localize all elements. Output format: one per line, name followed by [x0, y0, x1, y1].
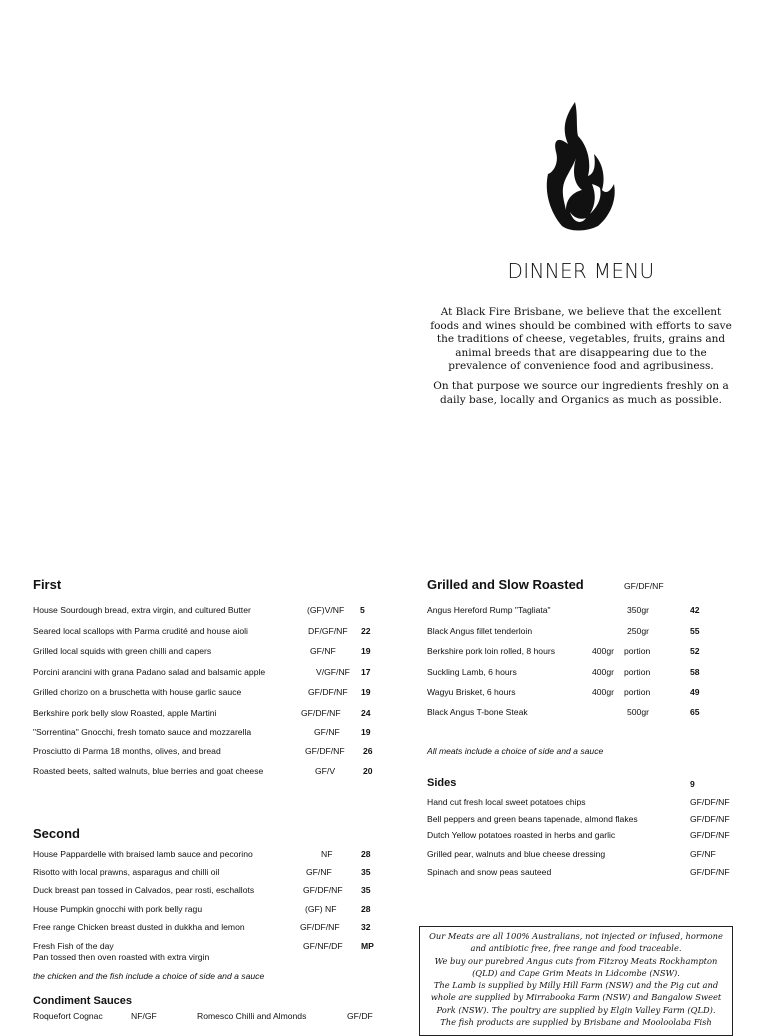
item-weight: 250gr: [627, 626, 649, 636]
item-price: 22: [361, 626, 371, 636]
item-name: Suckling Lamb, 6 hours: [427, 667, 517, 677]
item-name: House Sourdough bread, extra virgin, and cultured Butter: [33, 605, 251, 615]
list-item: [427, 666, 737, 678]
item-price: 19: [361, 646, 371, 656]
item-price: 20: [363, 766, 373, 776]
item-name: Roquefort Cognac: [33, 1011, 103, 1021]
item-price: 5: [360, 605, 365, 615]
item-tags: V/GF/NF: [316, 667, 350, 677]
item-tags: GF/DF/NF: [301, 708, 341, 718]
item-name: Grilled local squids with green chilli and capers: [33, 646, 212, 656]
item-tags: GF/NF: [314, 727, 340, 737]
item-weight: 400gr: [592, 667, 614, 677]
item-tags: GF/DF: [347, 1011, 373, 1021]
item-tags: GF/DF/NF: [690, 830, 730, 840]
item-tags: GF/DF/NF: [308, 687, 348, 697]
item-portion: portion: [624, 667, 651, 677]
item-name: Prosciutto di Parma 18 months, olives, and bread: [33, 746, 221, 756]
list-item: [33, 645, 383, 657]
item-price: 35: [361, 885, 371, 895]
item-weight: 500gr: [627, 707, 649, 717]
item-price: 49: [690, 687, 700, 697]
item-name: Bell peppers and green beans tapenade, almond flakes: [427, 814, 638, 824]
section-heading-sides: Sides: [427, 777, 457, 789]
list-item: [427, 604, 737, 616]
first-list: [33, 604, 383, 784]
item-weight: 400gr: [592, 687, 614, 697]
item-price: MP: [361, 941, 374, 951]
second-note: [33, 970, 383, 982]
note-text: All meats include a choice of side and a sauce: [427, 746, 604, 756]
section-heading-grilled: Grilled and Slow Roasted: [427, 577, 584, 592]
item-name: Berkshire pork belly slow Roasted, apple Martini: [33, 708, 217, 718]
item-name: House Pappardelle with braised lamb sauce and pecorino: [33, 849, 253, 859]
grilled-list: [427, 604, 737, 764]
item-tags: (GF) NF: [305, 904, 337, 914]
item-name: Dutch Yellow potatoes roasted in herbs and garlic: [427, 830, 616, 840]
list-item: [33, 666, 383, 678]
section-heading-condiments: Condiment Sauces: [33, 995, 133, 1007]
item-name: "Sorrentina" Gnocchi, fresh tomato sauce and mozzarella: [33, 727, 252, 737]
item-name: Angus Hereford Rump "Tagliata": [427, 605, 551, 615]
fish-description: [33, 951, 383, 963]
item-price: 28: [361, 904, 371, 914]
sourcing-text: Our Meats are all 100% Australians, not injected or infused, hormone and antibiotic free, free range and food traceable.: [429, 931, 723, 954]
list-item: [33, 866, 383, 878]
condiments-list: [33, 1010, 383, 1022]
item-price: 32: [361, 922, 371, 932]
item-weight: 350gr: [627, 605, 649, 615]
item-price: 28: [361, 849, 371, 859]
item-name: Porcini arancini with grana Padano salad and balsamic apple: [33, 667, 266, 677]
list-item: [33, 707, 383, 719]
item-price: 65: [690, 707, 700, 717]
item-tags: GF/DF/NF: [303, 885, 343, 895]
grilled-heading-tags: GF/DF/NF: [624, 581, 664, 591]
item-tags: GF/NF: [310, 646, 336, 656]
list-item: [33, 604, 383, 616]
item-tags: GF/DF/NF: [690, 814, 730, 824]
item-price: 42: [690, 605, 700, 615]
intro-paragraph-1: At Black Fire Brisbane, we believe that the excellent foods and wines should be combined with efforts to save the traditions of cheese, vegetables, fruits, grains and animal breeds that are disappearing due to the prevalence of convenience food and agribusiness.: [430, 306, 732, 373]
item-name: Berkshire pork loin rolled, 8 hours: [427, 646, 556, 656]
item-tags: GF/NF/DF: [303, 941, 343, 951]
list-item: [427, 686, 737, 698]
list-item: [33, 745, 383, 757]
item-price: 19: [361, 727, 371, 737]
item-weight: 400gr: [592, 646, 614, 656]
item-name: Black Angus fillet tenderloin: [427, 626, 533, 636]
fish-note: Pan tossed then oven roasted with extra virgin: [33, 952, 210, 962]
item-name: Wagyu Brisket, 6 hours: [427, 687, 516, 697]
list-item: [427, 848, 737, 860]
item-tags: GF/DF/NF: [690, 867, 730, 877]
list-item: [427, 866, 737, 878]
section-heading-second: Second: [33, 826, 80, 841]
list-item: [427, 813, 737, 825]
meat-sourcing-box: [419, 926, 733, 1036]
list-item: [33, 765, 383, 777]
list-item: [427, 645, 737, 657]
list-item: [427, 706, 737, 718]
note-text: the chicken and the fish include a choice of side and a sauce: [33, 971, 265, 981]
second-list: [33, 848, 383, 983]
grilled-note: [427, 745, 737, 757]
item-name: Romesco Chilli and Almonds: [197, 1011, 307, 1021]
sides-price: 9: [690, 779, 695, 789]
list-item: [33, 921, 383, 933]
list-item: [33, 686, 383, 698]
list-item: [33, 903, 383, 915]
item-tags: NF: [321, 849, 333, 859]
item-name: House Pumpkin gnocchi with pork belly ragu: [33, 904, 203, 914]
item-name: Black Angus T-bone Steak: [427, 707, 528, 717]
intro-paragraph-2: On that purpose we source our ingredients freshly on a daily base, locally and Organics as much as possible.: [433, 380, 729, 406]
item-tags: GF/NF: [690, 849, 716, 859]
item-name: Seared local scallops with Parma crudité and house aioli: [33, 626, 248, 636]
item-name: Hand cut fresh local sweet potatoes chips: [427, 797, 586, 807]
item-price: 19: [361, 687, 371, 697]
list-item: [33, 726, 383, 738]
item-name: Spinach and snow peas sauteed: [427, 867, 552, 877]
list-item: [33, 625, 383, 637]
list-item: [427, 796, 737, 808]
list-item: [33, 848, 383, 860]
list-item: [33, 884, 383, 896]
item-name: Roasted beets, salted walnuts, blue berries and goat cheese: [33, 766, 264, 776]
item-name: Fresh Fish of the day: [33, 941, 114, 951]
section-heading-first: First: [33, 577, 62, 592]
item-name: Grilled pear, walnuts and blue cheese dressing: [427, 849, 606, 859]
flame-logo-icon: [540, 100, 620, 235]
item-tags: GF/DF/NF: [305, 746, 345, 756]
item-tags: (GF)V/NF: [307, 605, 345, 615]
item-portion: portion: [624, 687, 651, 697]
item-price: 17: [361, 667, 371, 677]
list-item: [33, 1010, 383, 1022]
sides-list: [427, 796, 737, 886]
item-tags: DF/GF/NF: [308, 626, 348, 636]
item-tags: GF/DF/NF: [300, 922, 340, 932]
item-price: 24: [361, 708, 371, 718]
item-portion: portion: [624, 646, 651, 656]
item-name: Duck breast pan tossed in Calvados, pear rosti, eschallots: [33, 885, 255, 895]
item-price: 58: [690, 667, 700, 677]
item-tags: GF/DF/NF: [690, 797, 730, 807]
list-item: [427, 625, 737, 637]
sourcing-text: The fish products are supplied by Brisbane and Mooloolaba Fish: [440, 1017, 712, 1028]
sourcing-text: We buy our purebred Angus cuts from Fitzroy Meats Rockhampton (QLD) and Cape Grim Meats in Lidcombe (NSW).: [434, 955, 718, 978]
sourcing-text: The Lamb is supplied by Milly Hill Farm (NSW) and the Pig cut and whole are supplied by Mirrabooka Farm (NSW) and Bangalow Sweet Pork (NSW). The poultry are supplied by Elgin Valley Farm (QLD).: [430, 980, 722, 1015]
menu-title: DINNER MENU: [507, 259, 655, 283]
list-item: [427, 829, 737, 841]
item-tags: GF/V: [315, 766, 336, 776]
item-price: 26: [363, 746, 373, 756]
item-price: 52: [690, 646, 700, 656]
item-tags: GF/NF: [306, 867, 332, 877]
item-name: Risotto with local prawns, asparagus and chilli oil: [33, 867, 220, 877]
item-name: Free range Chicken breast dusted in dukkha and lemon: [33, 922, 245, 932]
item-price: 55: [690, 626, 700, 636]
item-name: Grilled chorizo on a bruschetta with house garlic sauce: [33, 687, 242, 697]
item-tags: NF/GF: [131, 1011, 157, 1021]
item-price: 35: [361, 867, 371, 877]
